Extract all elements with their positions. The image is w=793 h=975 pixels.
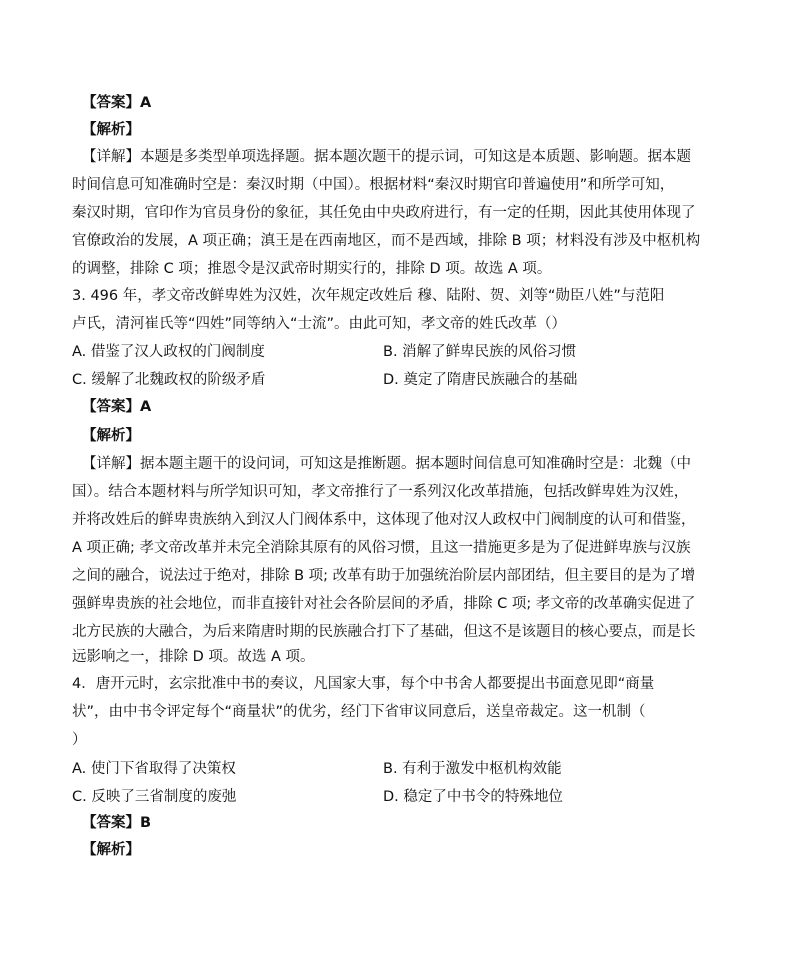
detail-text-line: 秦汉时期，官印作为官员身份的象征，其任免由中央政府进行，有一定的任期，因此其使用体现了: [72, 205, 696, 221]
question-stem-line: ）: [72, 732, 87, 748]
detail-text-line: 【详解】本题是多类型单项选择题。据本题次题干的提示词，可知这是本质题、影响题。据本题: [82, 149, 691, 165]
analysis-label: 【解析】: [82, 842, 140, 858]
option-b: B. 有利于激发中枢机构效能: [383, 761, 562, 777]
detail-text-line: 【详解】据本题主题干的设问词，可知这是推断题。据本题时间信息可知准确时空是：北魏（中: [82, 456, 691, 472]
question-stem-line: 卢氏，清河崔氏等“四姓”同等纳入“士流”。由此可知，孝文帝的姓氏改革（）: [72, 316, 567, 332]
detail-text-line: 官僚政治的发展，A 项正确；滇王是在西南地区，而不是西域，排除 B 项；材料没有涉及中枢机构: [72, 233, 701, 249]
option-b: B. 消解了鲜卑民族的风俗习惯: [383, 344, 577, 360]
detail-text-line: 北方民族的大融合，为后来隋唐时期的民族融合打下了基础，但这不是该题目的核心要点，而是长: [72, 624, 696, 640]
detail-text-line: 的调整，排除 C 项；推恩令是汉武帝时期实行的，排除 D 项。故选 A 项。: [72, 261, 552, 277]
answer-label: 【答案】B: [82, 815, 152, 831]
analysis-label: 【解析】: [82, 428, 140, 444]
detail-text-line: 国）。结合本题材料与所学知识可知，孝文帝推行了一系列汉化改革措施，包括改鲜卑姓为汉姓，: [72, 484, 689, 500]
detail-text-line: 时间信息可知准确时空是：秦汉时期（中国）。根据材料“秦汉时期官印普遍使用”和所学可知，: [72, 177, 675, 193]
option-c: C. 缓解了北魏政权的阶级矛盾: [72, 372, 266, 388]
detail-text-line: 强鲜卑贵族的社会地位，而非直接针对社会各阶层间的矛盾，排除 C 项; 孝文帝的改革确实促进了: [72, 596, 696, 612]
detail-text-line: 并将改姓后的鲜卑贵族纳入到汉人门阀体系中，这体现了他对汉人政权中门阀制度的认可和借鉴，: [72, 512, 696, 528]
detail-text-line: 远影响之一，排除 D 项。故选 A 项。: [72, 649, 315, 665]
question-stem-line: 4．唐开元时，玄宗批准中书的奏议，凡国家大事，每个中书舍人都要提出书面意见即“商量: [72, 676, 655, 692]
question-stem-line: 状”，由中书令评定每个“商量状”的优劣，经门下省审议同意后，送皇帝裁定。这一机制（: [72, 704, 646, 720]
detail-text-line: 之间的融合，说法过于绝对，排除 B 项; 改革有助于加强统治阶层内部团结，但主要目的是为了增: [72, 568, 696, 584]
answer-label: 【答案】A: [82, 95, 152, 111]
option-a: A. 借鉴了汉人政权的门阀制度: [72, 344, 265, 360]
option-d: D. 稳定了中书令的特殊地位: [383, 789, 563, 805]
option-d: D. 奠定了隋唐民族融合的基础: [383, 372, 578, 388]
option-c: C. 反映了三省制度的废弛: [72, 789, 237, 805]
question-stem-line: 3. 496 年，孝文帝改鲜卑姓为汉姓，次年规定改姓后 穆、陆附、贺、刘等“勋臣八姓”与范阳: [72, 288, 665, 304]
analysis-label: 【解析】: [82, 122, 140, 138]
option-a: A. 使门下省取得了决策权: [72, 761, 236, 777]
detail-text-line: A 项正确; 孝文帝改革并未完全消除其原有的风俗习惯，且这一措施更多是为了促进鲜卑族与汉族: [72, 540, 691, 556]
answer-label: 【答案】A: [82, 399, 152, 415]
